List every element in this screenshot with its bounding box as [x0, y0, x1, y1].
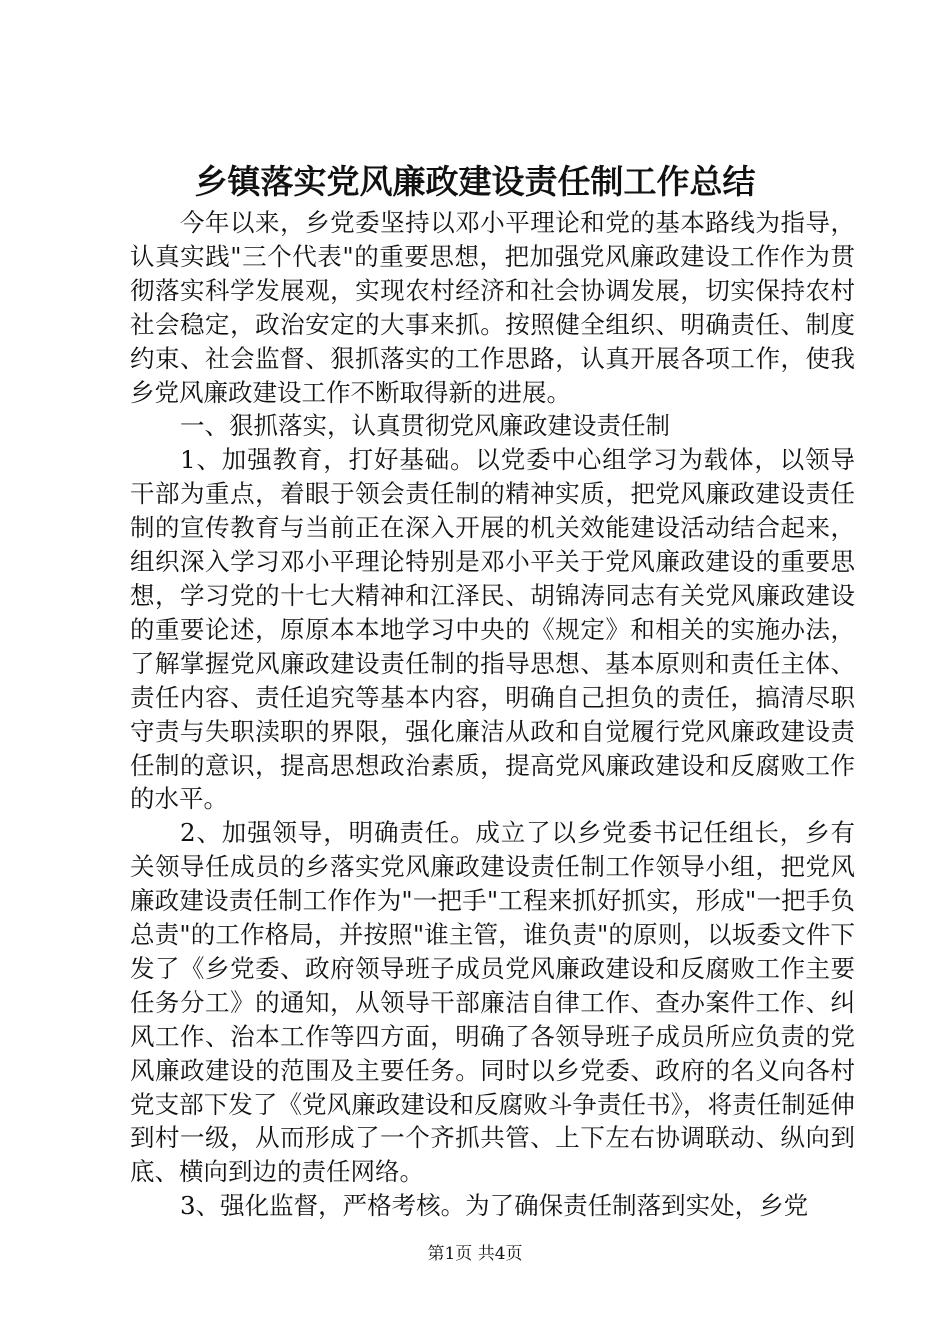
document-title: 乡镇落实党风廉政建设责任制工作总结 — [194, 162, 756, 201]
paragraph-intro: 今年以来，乡党委坚持以邓小平理论和党的基本路线为指导，认真实践"三个代表"的重要思想，把加强党风廉政建设工作作为贯彻落实科学发展观，实现农村经济和社会协调发展，切实保持农村社会稳定，政治安定的大事来抓。按照健全组织、明确责任、制度约束、社会监督、狠抓落实的工作思路，认真开展各项工作，使我乡党风廉政建设工作不断取得新的进展。 — [130, 208, 855, 407]
paragraph-education: 1、加强教育，打好基础。以党委中心组学习为载体，以领导干部为重点，着眼于领会责任制的精神实质，把党风廉政建设责任制的宣传教育与当前正在深入开展的机关效能建设活动结合起来，组织深入学习邓小平理论特别是邓小平关于党风廉政建设的重要思想，学习党的十七大精神和江泽民、胡锦涛同志有关党风廉政建设的重要论述，原原本本地学习中央的《规定》和相关的实施办法，了解掌握党风廉政建设责任制的指导思想、基本原则和责任主体、责任内容、责任追究等基本内容，明确自己担负的责任，搞清尽职守责与失职渎职的界限，强化廉洁从政和自觉履行党风廉政建设责任制的意识，提高思想政治素质，提高党风廉政建设和反腐败工作的水平。 — [130, 445, 855, 814]
paragraph-leadership: 2、加强领导，明确责任。成立了以乡党委书记任组长，乡有关领导任成员的乡落实党风廉政建设责任制工作领导小组，把党风廉政建设责任制工作作为"一把手"工程来抓好抓实，形成"一把手负总责"的工作格局，并按照"谁主管，谁负责"的原则，以坂委文件下发了《乡党委、政府领导班子成员党风廉政建设和反腐败工作主要任务分工》的通知，从领导干部廉洁自律工作、查办案件工作、纠风工作、治本工作等四方面，明确了各领导班子成员所应负责的党风廉政建设的范围及主要任务。同时以乡党委、政府的名义向各村党支部下发了《党风廉政建设和反腐败斗争责任书》，将责任制延伸到村一级，从而形成了一个齐抓共管、上下左右协调联动、纵向到底、横向到边的责任网络。 — [130, 818, 855, 1187]
section-heading: 一、狠抓落实，认真贯彻党风廉政建设责任制 — [180, 411, 670, 441]
paragraph-supervision: 3、强化监督，严格考核。为了确保责任制落到实处，乡党 — [180, 1191, 809, 1221]
page-footer: 第1页 共4页 — [427, 1244, 523, 1264]
document-body — [130, 206, 855, 1223]
